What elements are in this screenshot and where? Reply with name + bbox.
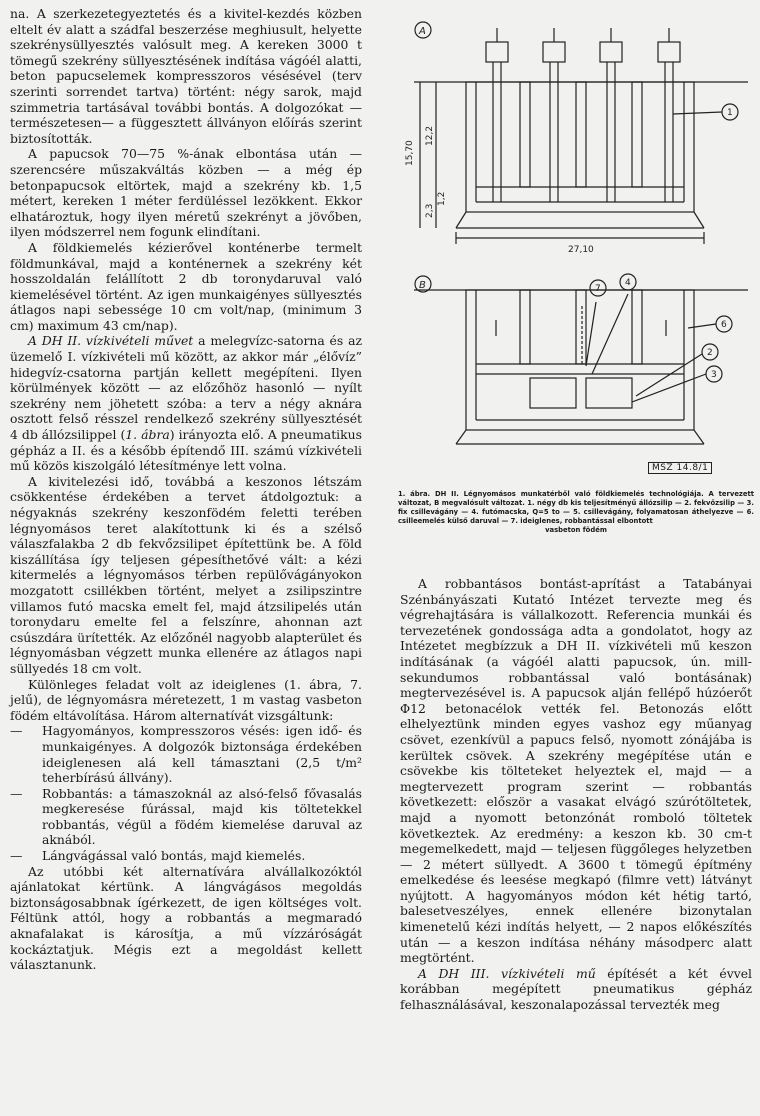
paragraph-text: a melegvízc-satorna és az üzemelő I. vízkivételi mű között, az akkor már „élővíz” hidegvíz-csatorna partján kellett megépíteni. Ilyen körülmények között — az előzőhöz hasonló — nyílt szekrény nem jöhetett szóba: a terv a négy aknára osztott felső résszel rendelkező szekrény süllyesztését 4 db állózsilippel ( [10,333,362,443]
callout-6: 6 [721,320,727,330]
paragraph: A földkiemelés kézierővel konténerbe termelt földmunkával, majd a konténernek a szekrény két hosszoldalán felállított 2 db toronydaruval való kiemelésével történt. Az igen munkaigényes süllyesztés átlagos napi sebessége 10 cm volt/nap, (minimum 3 cm) maximum 43 cm/nap). [10,239,362,333]
italic-heading: A DH III. vízkivételi mű [418,965,596,981]
dim-width: 27,10 [568,245,594,255]
right-column [400,576,752,1013]
paragraph [10,333,362,473]
italic-heading: A DH II. vízkivételi művet [28,333,194,349]
list-item [10,848,362,864]
technical-figure [396,6,756,566]
dim-lower-2: 1,2 [437,191,447,206]
paragraph [400,966,752,1013]
list-dash: — [10,785,23,801]
caisson-a-outline [466,82,694,212]
paragraph: A kivitelezési idő, továbbá a keszonos létszám csökkentése érdekében a tervet átdolgoztuk: a négyaknás szekrény keszonfödém feletti terében légnyomásos teret alakítottunk ki és a szélső válaszfalakba 2 db fekvőzsilipet építettünk be. A föld kiszállítása így teljesen gépesíthetővé vált: a kézi kitermelés a légnyomásos térben repülővágányokon mozgatott csillékben történt, melyet a zsilipszintre villamos futó macska emelt fel, majd átzsilipelés után toronydaru emelte fel a felszínre, ahonnan azt csúszdára ürítették. Az előzőnél nagyobb alapterület és légnyomásban végzett munka ellenére az átlagos napi süllyedés 18 cm volt. [10,473,362,676]
figure-reference: 1. ábra [125,427,170,443]
figure-caption [398,490,754,535]
list-item [10,723,362,785]
list-dash: — [10,723,23,739]
alternatives-list [10,723,362,863]
paragraph: Az utóbbi két alternatívára alvállalkozóktól ajánlatokat kértünk. A lángvágásos megoldás biztonságosabbnak ígérkezett, de igen költséges volt. Féltünk attól, hogy a robbantás a megmaradó aknafalakat is károsítja, a mű vízzáróságát kockáztatjuk. Mégis ezt a megoldást kellett választanunk. [10,863,362,973]
paragraph: A papucsok 70—75 %-ának elbontása után — szerencsére műszakváltás közben — a még ép betonpapucsok eltörtek, majd a szekrény kb. 1,5 métert, kereken 1 méter ferdüléssel lezökkent. Ekkor elhatároztuk, hogy ilyen méretű szekrényt a jövőben, ilyen módszerrel nem fogunk elindítani. [10,146,362,240]
dim-lower: 2,3 [425,203,435,218]
callout-1: 1 [727,108,733,118]
list-item-text: Robbantás: a támaszoknál az alsó-felső fővasalás megkeresése fúrással, majd kis töltetekkel robbantás, végül a födém kiemelése daruval az aknából. [42,785,362,848]
callout-4: 4 [625,278,631,288]
dim-total-height: 15,70 [405,140,415,166]
paragraph-text: ) irányozta elő. A pneumatikus gépház a II. és a később építendő III. számú vízkivételi mű közös kiszolgáló létesítménye lett volna. [10,427,362,474]
callout-3: 3 [711,370,717,380]
label-a: A [419,26,426,37]
list-item-text: Hagyományos, kompresszoros vésés: igen idő- és munkaigényes. A dolgozók biztonsága érdekében ideiglenesen alá kell támasztani (2,5 t/m² teherbírású állvány). [42,723,362,786]
caption-end: vasbeton födém [545,526,607,534]
caisson-diagram [396,6,756,486]
horizontal-airlock-2 [586,378,632,408]
paragraph-text: építését a két évvel korábban megépített pneumatikus gépház felhasználásával, keszonalapozással tervezték meg [400,965,752,1013]
paragraph: na. A szerkezetegyeztetés és a kivitel-kezdés közben eltelt év alatt a szádfal beszerzése meghiusult, helyette szekrénysüllyesztés valósult meg. A kereken 3000 t tömegű szekrény süllyesztésének indítása vágóél alatti, beton papucselemek kompresszoros vésésével (terv szerinti sorrendet tartva) történt: négy sarok, majd szimmetria tartásával további bontás. A dolgozókat — természetesen— a függesztett állványon előírás szerint biztosították. [10,6,362,146]
list-item [10,786,362,848]
list-item-text: Lángvágással való bontás, majd kiemelés. [42,848,306,864]
airlock-3 [600,42,622,62]
caisson-b-outline [466,290,694,430]
paragraph: A robbantásos bontást-aprítást a Tatabányai Szénbányászati Kutató Intézet tervezte meg és végrehajtására is vállalkozott. Referencia munkái és tervezetének gondossága adta a gondolatot, hogy az Intézetet megbízzuk a DH II. vízkivételi mű keszon indításának (a vágóél alatti papucsok, ún. mill-sekundumos robbantással való bontásának) megtervezésével is. A papucsok alján fellépő húzóerőt Φ12 betonacélok vették fel. Betonozás előtt elhelyeztünk minden egyes vashoz egy műanyag csövet, ezenkívül a papucs felső, nyomott zónájába is kerültek csövek. A szekrény megépítése után e csövekbe kis tölteteket helyeztek el, majd — a megtervezett program szerint — robbantás következett: először a vasakat elvágó szúrótöltetek, majd a nyomott betonzónát romboló töltetek következtek. Az eredmény: a keszon kb. 30 cm-t megemelkedett, majd — teljesen függőleges helyzetben — 2 métert süllyedt. A 3600 t tömegű építmény emelkedése és leesése megkapó (filmre vett) látványt nyújtott. A hagyományos módon két hétig tartó, balesetveszélyes, ennek ellenére bizonytalan kimenetelű kézi indítás helyett, — 2 napos előkészítés után — a keszon indítása néhány másodperc alatt megtörtént. [400,576,752,966]
paragraph: Különleges feladat volt az ideiglenes (1. ábra, 7. jelű), de légnyomásra méretezett, 1 m vastag vasbeton födém eltávolítása. Három alternatívát vizsgáltunk: [10,676,362,723]
airlock-1 [486,42,508,62]
airlock-4 [658,42,680,62]
left-column [10,6,362,973]
list-dash: — [10,848,23,864]
caption-text: 1. ábra. DH II. Légnyomásos munkatérből való földkiemelés technológiája. A tervezett változat, B megvalósult változat. 1. négy db kis teljesítményű állózsilip — 2. fekvőzsilip — 3. fix csillevágány — 4. futómacska, Q=5 to — 5. csillevágány, folyamatosan áthelyezve — 6. csilleemelés külső daruval — 7. ideiglenes, robbantással elbontott [398,490,754,525]
standard-mark: MSZ 14.8/1 [648,462,712,474]
dim-upper: 12,2 [425,125,435,146]
airlock-2 [543,42,565,62]
callout-7: 7 [595,284,601,294]
callout-2: 2 [707,348,713,358]
label-b: B [419,280,426,291]
horizontal-airlock-1 [530,378,576,408]
